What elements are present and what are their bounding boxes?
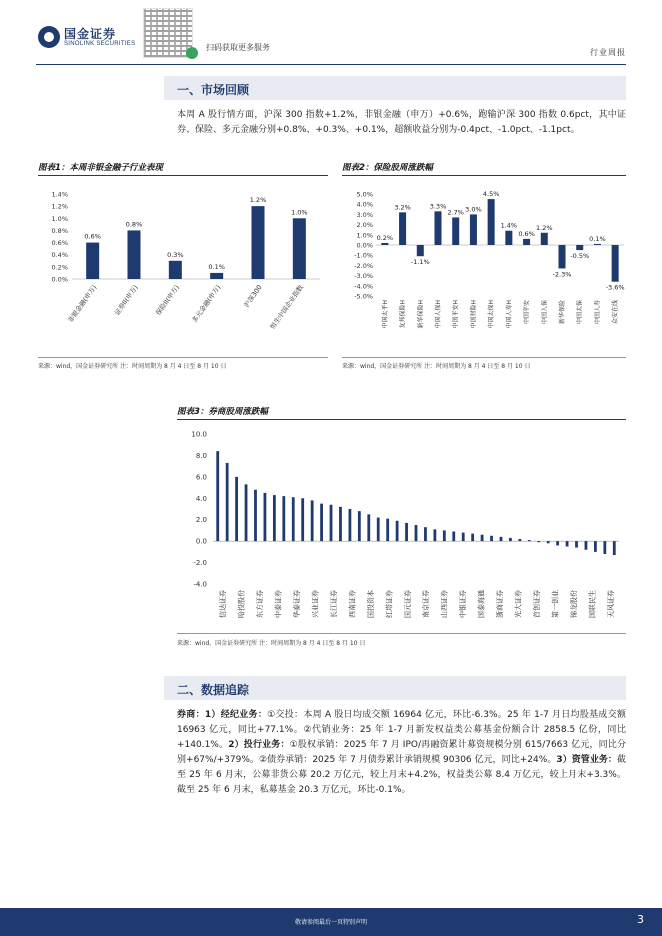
fig3-category-label: 兴业证券 (311, 590, 320, 618)
fig1-data-label: 0.1% (208, 262, 225, 271)
fig1-category-label: 非银金融(申万) (66, 283, 99, 325)
fig2-ytick-label: -1.0% (354, 251, 373, 260)
fig2-bar (541, 233, 548, 245)
fig3-category-label: 长江证券 (329, 590, 338, 618)
am-business-label: 3）资管业务： (556, 755, 617, 765)
fig2-chart (342, 180, 626, 356)
fig3-bar (245, 484, 248, 541)
fig3-category-label: 国元证券 (403, 590, 412, 618)
ib-business-text: ①股权承销：2025 年 7 月 IPO/再融资累计募资规模分别 615/7663 亿元，同比分别+67%/+379%。②债券承销：2025 年 7 月债券累计承销规模 90306 亿元，同比+24%。 (177, 740, 627, 765)
fig2-category-label: 中国人寿 (594, 300, 602, 325)
fig1-data-label: 0.3% (167, 250, 184, 259)
fig3-category-label: 国投资本 (366, 590, 375, 618)
fig2-data-label: -1.1% (410, 258, 430, 267)
fig1-category-label: 多元金融(申万) (190, 283, 223, 325)
fig1-bar (210, 273, 223, 279)
fig1-ytick-label: 0.6% (51, 239, 68, 248)
fig3-bar (226, 463, 229, 541)
fig2-data-label: 3.0% (465, 205, 482, 214)
fig2-source: 来源：wind，国金证券研究所 注：时间周期为 8 月 4 日至 8 月 10 日 (342, 363, 531, 370)
fig3-bar (254, 490, 257, 541)
fig2-bar (612, 245, 619, 282)
fig2-ytick-label: 5.0% (356, 190, 373, 199)
fig3-category-label: 华泰证券 (293, 590, 302, 618)
fig2-category-label: 众安在线 (612, 300, 620, 325)
fig2-category-label: 中国平安 (523, 300, 531, 325)
fig3-chart (177, 424, 626, 632)
data-tracking-paragraph (177, 708, 626, 798)
fig2-ytick-label: 4.0% (356, 200, 373, 209)
fig3-category-label: 国泰海通 (477, 590, 486, 618)
brand-logo-icon (38, 26, 60, 48)
fig1-chart (38, 182, 328, 354)
fig2-data-label: 2.7% (447, 208, 464, 217)
brand-name: 国金证券 (64, 27, 117, 41)
fig3-bar (396, 521, 399, 541)
fig2-source-rule (342, 357, 626, 358)
fig3-bar (443, 530, 446, 541)
fig3-bar (509, 538, 512, 541)
fig2-ytick-label: 2.0% (356, 221, 373, 230)
fig2-data-label: 0.2% (376, 233, 394, 242)
fig3-bar (358, 511, 361, 541)
brokerage-business-label: 1）经纪业务： (204, 710, 268, 720)
fig1-bar (128, 230, 141, 279)
fig2-title-rule (342, 175, 626, 176)
fig3-ytick-label: -2.0 (193, 559, 207, 568)
fig3-category-label: 光大证券 (514, 590, 523, 618)
fig3-bar (273, 495, 276, 541)
fig3-ytick-label: 10.0 (191, 430, 207, 439)
fig2-title: 图表2：保险股周涨跌幅 (342, 163, 433, 173)
fig1-bar (169, 261, 182, 279)
fig1-source-rule (38, 357, 328, 358)
fig1-bar (86, 243, 99, 279)
fig2-bar (576, 245, 583, 250)
fig3-bar (292, 497, 295, 541)
fig3-bar (547, 541, 550, 543)
fig2-ytick-label: -2.0% (354, 261, 373, 270)
fig3-category-label: 山西证券 (440, 590, 449, 618)
fig2-data-label: 3.3% (429, 202, 447, 211)
fig2-category-label: 友邦保险H (399, 300, 407, 329)
fig3-ytick-label: 4.0 (195, 494, 207, 503)
fig1-data-label: 0.8% (125, 220, 143, 229)
fig2-ytick-label: -3.0% (354, 272, 373, 281)
fig1-data-label: 1.0% (291, 208, 308, 217)
fig2-data-label: 3.2% (394, 203, 411, 212)
broker-label: 券商： (177, 710, 205, 720)
fig1-ytick-label: 0.8% (51, 226, 68, 235)
fig3-bar (339, 507, 342, 541)
fig3-bar (481, 535, 484, 541)
fig2-bar (594, 244, 601, 245)
fig2-category-label: 新华保险 (559, 300, 566, 325)
fig2-category-label: 中国财险H (470, 300, 478, 329)
fig3-bar (452, 532, 455, 542)
fig3-category-label: 信达证券 (219, 590, 228, 618)
footer-disclaimer: 敬请参阅最后一页特别声明 (294, 919, 367, 926)
fig2-bar (559, 245, 566, 268)
fig3-title: 图表3：券商股周涨跌幅 (177, 407, 268, 417)
fig2-ytick-label: 3.0% (356, 210, 373, 219)
fig1-title-rule (38, 175, 328, 176)
fig2-bar (452, 217, 459, 245)
fig3-category-label: 天风证券 (606, 590, 615, 618)
fig3-bar (537, 541, 540, 542)
fig3-ytick-label: 0.0 (195, 537, 207, 546)
fig3-ytick-label: 2.0 (195, 516, 207, 525)
fig2-category-label: 中国人寿H (505, 300, 513, 329)
market-review-paragraph: 本周 A 股行情方面，沪深 300 指数+1.2%，非银金融（申万）+0.6%，跑输沪深 300 指数 0.6pct，其中证券、保险、多元金融分别+0.8%、+0.3%、+0.1%，超额收益分别为-0.4pct、-1.0pct、-1.1pct。 (177, 110, 626, 135)
fig3-bar (377, 518, 380, 542)
fig3-ytick-label: 6.0 (195, 473, 207, 482)
fig3-bar (556, 541, 559, 545)
fig3-title-rule (177, 419, 626, 420)
section-title-market-review: 一、市场回顾 (177, 83, 250, 97)
fig3-category-label: 浙商证券 (496, 590, 505, 618)
fig1-source: 来源：wind，国金证券研究所 注：时间周期为 8 月 4 日至 8 月 10 日 (38, 363, 227, 370)
section-title-data-tracking: 二、数据追踪 (177, 683, 250, 697)
fig3-bar (462, 533, 465, 542)
fig1-category-label: 恒生中国企业指数 (268, 283, 305, 331)
fig3-bar (330, 505, 333, 541)
brand-name-en: SINOLINK SECURITIES (64, 41, 136, 47)
fig1-data-label: 1.2% (249, 196, 267, 205)
fig2-bar (470, 214, 477, 245)
fig3-bar (405, 523, 408, 541)
fig3-bar (471, 534, 474, 542)
wechat-badge-icon (186, 47, 198, 59)
fig1-category-label: 证券II(申万) (113, 283, 140, 317)
fig3-bar (500, 537, 503, 541)
fig3-bar (311, 500, 314, 541)
fig3-category-label: 国联民生 (588, 590, 597, 618)
fig2-data-label: -3.6% (605, 283, 625, 292)
fig2-bar (399, 212, 406, 245)
fig2-bar (381, 243, 388, 245)
fig2-data-label: 4.5% (482, 190, 500, 199)
fig1-ytick-label: 0.4% (51, 251, 68, 260)
fig3-bar (424, 527, 427, 541)
fig3-category-label: 中泰证券 (274, 590, 283, 618)
fig2-ytick-label: -5.0% (354, 292, 373, 301)
fig3-bar (216, 451, 219, 541)
fig1-bar (293, 218, 306, 279)
fig3-category-label: 东方证券 (256, 590, 265, 618)
fig3-category-label: 第一创业 (551, 590, 560, 618)
brokerage-business-text: ①交投：本周 A 股日均成交额 16964 亿元，环比-6.3%。25 年 1-7 月日均股基成交额 16963 亿元，同比+77.1%。②代销业务：25 年 1-7 月新发权益类公募基金份额合计 2858.5 亿份，同比+140.1%。 (177, 710, 626, 750)
fig2-ytick-label: 1.0% (356, 231, 373, 240)
fig1-category-label: 沪深300 (242, 283, 264, 309)
header-divider (36, 64, 626, 65)
ib-business-label: 2）投行业务： (228, 740, 290, 750)
fig2-category-label: 中国太保 (576, 300, 584, 325)
fig3-bar (320, 504, 323, 542)
fig1-ytick-label: 1.0% (51, 214, 68, 223)
fig3-bar (367, 514, 370, 541)
fig3-source-rule (177, 633, 626, 634)
fig3-ytick-label: -4.0 (193, 580, 207, 589)
fig2-data-label: -0.5% (570, 252, 590, 261)
fig3-category-label: 中银证券 (459, 590, 468, 618)
page-number: 3 (637, 913, 644, 926)
fig2-category-label: 中国人保H (435, 300, 442, 329)
fig3-bar (613, 541, 616, 555)
fig3-category-label: 首创证券 (532, 590, 541, 618)
fig1-ytick-label: 1.2% (51, 202, 68, 211)
fig3-category-label: 红塔证券 (385, 590, 394, 618)
fig2-category-label: 中国平安H (452, 300, 460, 329)
fig2-ytick-label: -4.0% (354, 282, 373, 291)
fig3-bar (415, 525, 418, 541)
fig3-bar (386, 519, 389, 542)
fig1-title: 图表1：本周非银金融子行业表现 (38, 163, 163, 173)
fig3-bar (433, 529, 436, 541)
fig3-bar (282, 496, 285, 541)
fig3-bar (575, 541, 578, 547)
fig3-bar (518, 539, 521, 541)
fig2-bar (505, 231, 512, 245)
report-type: 行业周报 (590, 48, 626, 57)
fig3-category-label: 南京证券 (422, 590, 431, 618)
fig3-ytick-label: 8.0 (195, 451, 207, 460)
fig3-bar (264, 493, 267, 541)
fig2-category-label: 中国太保H (488, 300, 496, 329)
fig3-category-label: 锦龙股份 (569, 590, 578, 618)
fig1-ytick-label: 1.4% (51, 190, 68, 199)
fig2-bar (417, 245, 424, 256)
fig3-bar (585, 541, 588, 550)
fig3-bar (235, 477, 238, 541)
fig3-category-label: 西南证券 (348, 590, 357, 618)
fig1-bar (252, 206, 265, 279)
fig2-data-label: 0.1% (589, 234, 606, 243)
fig2-category-label: 中国太平H (381, 300, 389, 329)
fig3-bar (301, 498, 304, 541)
fig3-source: 来源：wind，国金证券研究所 注：时间周期为 8 月 4 日至 8 月 10 日 (177, 640, 366, 647)
fig3-bar (349, 509, 352, 541)
fig2-bar (435, 211, 442, 245)
fig3-bar (566, 541, 569, 546)
fig2-data-label: 1.4% (500, 221, 518, 230)
fig1-ytick-label: 0.2% (51, 263, 68, 272)
fig2-ytick-label: 0.0% (356, 241, 373, 250)
fig1-data-label: 0.6% (84, 232, 101, 241)
fig2-data-label: 0.6% (518, 229, 535, 238)
fig2-data-label: -2.3% (552, 270, 572, 279)
fig3-bar (528, 540, 531, 541)
am-business-text: 截至 25 年 6 月末，公募非货公募 20.2 万亿元，较上月末+4.2%，权益类公募 8.4 万亿元，较上月末+3.3%。截至 25 年 6 月末，私募基金 20.3 万亿元，环比-0.1%。 (177, 755, 626, 795)
fig2-data-label: 1.2% (536, 223, 553, 232)
fig2-bar (523, 239, 530, 245)
fig3-category-label: 哈投股份 (237, 590, 246, 618)
fig2-category-label: 中国人保 (541, 300, 549, 325)
fig1-category-label: 保险II(申万) (154, 283, 181, 317)
fig2-bar (488, 199, 495, 245)
fig2-category-label: 新华保险H (417, 300, 425, 329)
fig3-bar (490, 536, 493, 541)
fig3-bar (594, 541, 597, 552)
fig1-ytick-label: 0.0% (51, 275, 68, 284)
scan-prompt: 扫码获取更多服务 (206, 43, 270, 52)
fig3-bar (603, 541, 606, 554)
